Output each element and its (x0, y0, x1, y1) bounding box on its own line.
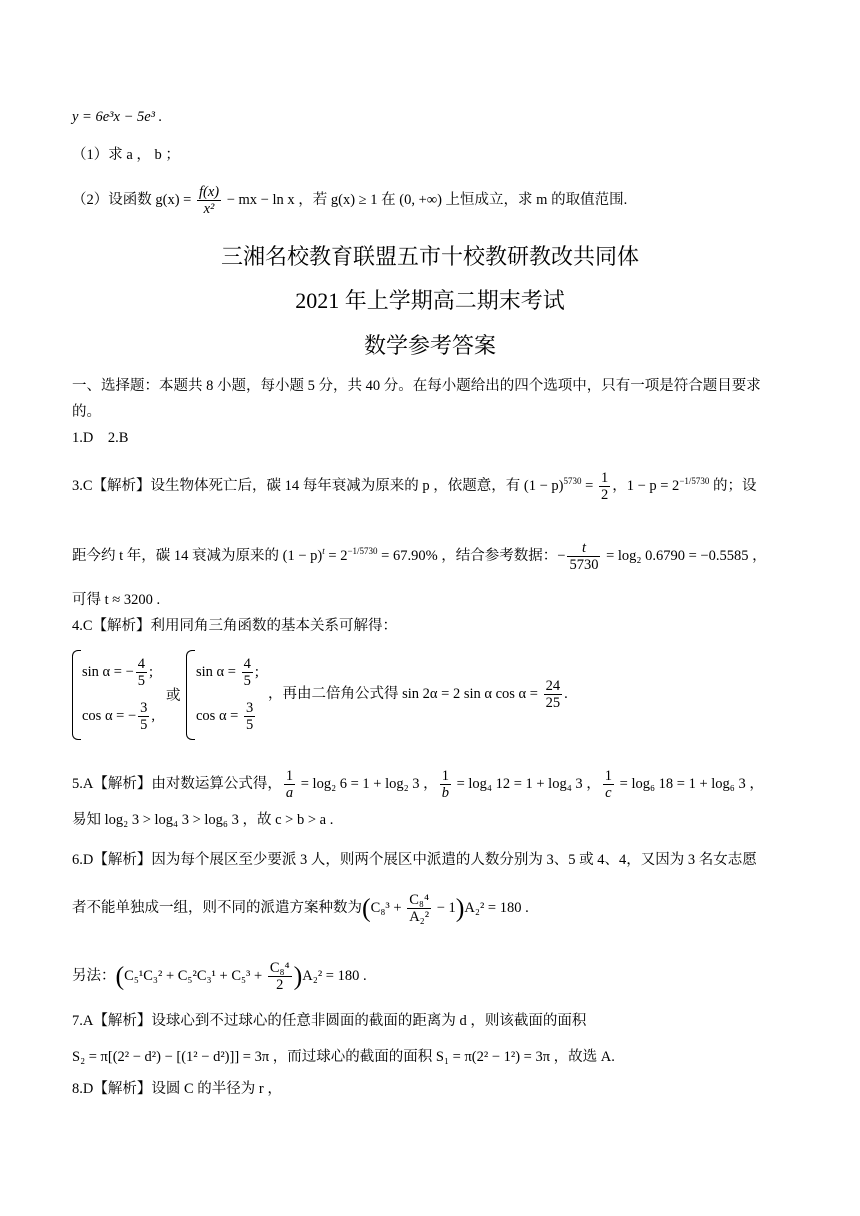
paren-open-alt: ( (115, 961, 125, 991)
q4-sin-pos: sin α = $\frac{4}{5}$ ; (196, 656, 259, 689)
fraction-1-over-c: $\frac{1}{c}$ (604, 768, 613, 801)
fraction-3-over-5-pos: $\frac{3}{5}$ (245, 700, 254, 733)
q6-line-3: 另法：(C₅¹C₃² + C₅²C₃¹ + C₅³ + $\frac{\text{C₈⁴}}{2}$ )A₂² = 180 . (72, 960, 367, 993)
fraction-4-over-5-pos: $\frac{4}{5}$ (243, 656, 251, 689)
title-answer-key: 数学参考答案 (363, 333, 496, 358)
q4-or: 或 (166, 688, 181, 704)
q5-line-1: 5.A【解析】由对数运算公式得， $\frac{1}{a}$ = log₂ 6 = 1 + log₂ 3 ， $\frac{1}{b}$ = log₄ 12 = 1 + log₄ 3 ， $\frac{1}{c}$ = log₆ 18 = 1 + log₆ 3 ， (72, 768, 764, 801)
fraction-t-over-5730: $\frac{t}{5730}$ (569, 540, 599, 573)
question-part-2: （2）设函数 g(x) = $\frac{f(x)}{\text{x²}}$ − mx − ln x ，若 g(x) ≥ 1 在 (0, +∞) 上恒成立，求 m 的取值范围. (72, 184, 628, 217)
q6-line-1: 6.D【解析】因为每个展区至少要派 3 人，则两个展区中派遣的人数分别为 3、5 或 4、4，又因为 3 名女志愿 (72, 852, 757, 868)
fraction-c84-over-2: $\frac{\text{C₈⁴}}{2}$ (269, 960, 290, 993)
question-part-1: （1）求 a ， b ； (72, 147, 180, 163)
fraction-c84-over-a22: $\frac{\text{C₈⁴}}{\text{A₂²}}$ (409, 892, 430, 925)
q7-line-2: S₂ = π[(2² − d²) − [(1² − d²)]] = 3π ，而过球心的截面的面积 S₁ = π(2² − 1²) = 3π ，故选 A. (72, 1049, 615, 1065)
q6-line-2: 者不能单独成一组，则不同的派遣方案种数为(C₈³ + $\frac{\text{C₈⁴}}{\text{A₂²}}$ − 1)A₂² = 180 . (72, 892, 529, 925)
fraction-fx-over-x2: $\frac{f(x)}{\text{x²}}$ (198, 184, 220, 217)
paren-close-alt: ) (293, 961, 303, 991)
q4-system-block (72, 648, 792, 742)
q8-line-1: 8.D【解析】设圆 C 的半径为 r ， (72, 1081, 282, 1097)
fraction-one-half: $\frac{1}{2}$ (600, 470, 609, 503)
q7-line-1: 7.A【解析】设球心到不过球心的任意非圆面的截面的距离为 d ，则该截面的面积 (72, 1013, 587, 1029)
q4-cos-neg: cos α = − $\frac{3}{5}$ , (82, 700, 156, 733)
q3-line-3: 可得 t ≈ 3200 . (72, 592, 161, 608)
fraction-3-over-5: $\frac{3}{5}$ (140, 700, 148, 733)
q5-line-2: 易知 log₂ 3 > log₄ 3 > log₆ 3 ，故 c > b > a . (72, 812, 334, 828)
q3-line-1: 3.C【解析】设生物体死亡后，碳 14 每年衰减为原来的 p ，依题意，有 $(1 - p)^{5730}$ = $\frac{1}{2}$ ，$1 - p = 2^{-1/5730}$ 的；设 (72, 470, 757, 503)
title-exam: 2021 年上学期高二期末考试 (295, 288, 565, 313)
answers-1-2: 1.D 2.B (72, 430, 129, 446)
tangent-line-equation: y = 6e³x − 5e³ . (72, 109, 163, 125)
paren-close: ) (455, 893, 465, 923)
fraction-4-over-5: $\frac{4}{5}$ (137, 656, 145, 689)
title-alliance: 三湘名校教育联盟五市十校教研教改共同体 (220, 244, 639, 269)
fraction-24-over-25: $\frac{24}{25}$ (545, 678, 561, 711)
paren-open: ( (362, 893, 371, 923)
q4-sin-neg: sin α = − $\frac{4}{5}$ ; (82, 656, 154, 689)
fraction-1-over-a: $\frac{1}{a}$ (285, 768, 294, 801)
left-brace-1 (72, 650, 81, 740)
section-1-header: 一、选择题：本题共 8 小题，每小题 5 分，共 40 分。在每小题给出的四个选项中，只有一项是符合题目要求 (72, 378, 761, 394)
fraction-1-over-b: $\frac{1}{b}$ (441, 768, 449, 801)
left-brace-2 (186, 650, 195, 740)
q4-cos-pos: cos α = $\frac{3}{5}$ (196, 700, 254, 733)
q4-double-angle: ，再由二倍角公式得 sin 2α = 2 sin α cos α = $\frac{24}{25}$ . (268, 678, 568, 711)
q3-line-2: 距今约 t 年，碳 14 衰减为原来的 $(1 - p)^t = 2^{-1/5730} = 67.90\%$ ，结合参考数据：− $\frac{t}{5730}$ = log₂ 0.6790 = −0.5585 ， (72, 540, 767, 573)
q4-line-1: 4.C【解析】利用同角三角函数的基本关系可解得： (72, 618, 398, 634)
section-1-header-cont: 的。 (72, 404, 101, 420)
